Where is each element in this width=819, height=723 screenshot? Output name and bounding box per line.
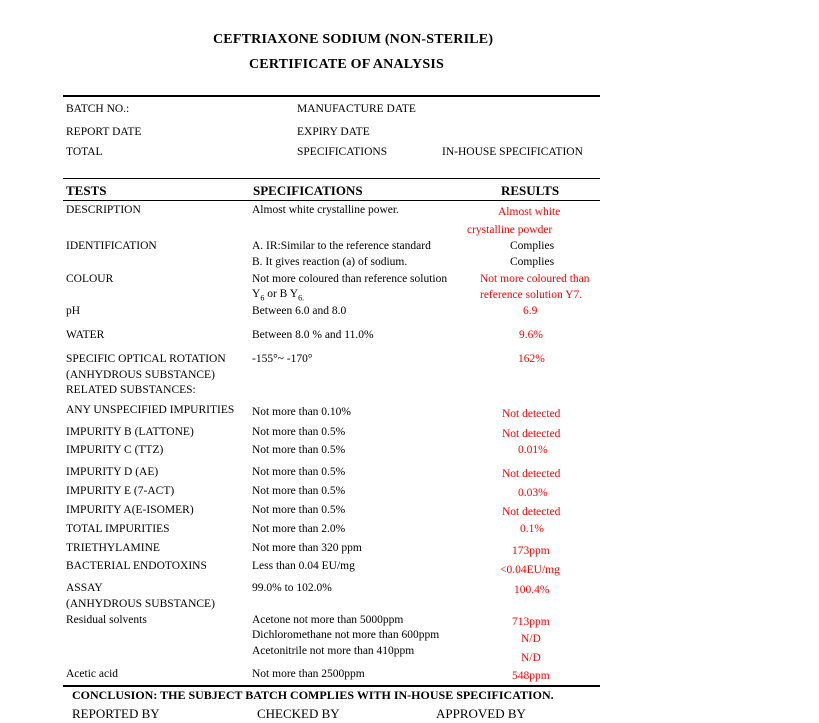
result-acetic-acid: 548ppm <box>512 670 550 682</box>
result-impurity-a: Not detected <box>502 506 561 518</box>
result-ph: 6.9 <box>523 305 538 317</box>
spec-unspecified-impurities: Not more than 0.10% <box>252 406 352 418</box>
spec-impurity-d: Not more than 0.5% <box>252 466 346 478</box>
in-house-specification-label: IN-HOUSE SPECIFICATION <box>442 146 583 158</box>
test-triethylamine: TRIETHYLAMINE <box>66 542 160 554</box>
test-impurity-d: IMPURITY D (AE) <box>66 466 159 478</box>
conclusion-text: CONCLUSION: THE SUBJECT BATCH COMPLIES WITH IN-HOUSE SPECIFICATION. <box>72 688 554 702</box>
reported-by-label: REPORTED BY <box>72 706 160 721</box>
divider-header-top <box>63 178 600 179</box>
checked-by-label: CHECKED BY <box>257 706 340 721</box>
result-total-impurities: 0.1% <box>520 523 544 535</box>
test-impurity-c: IMPURITY C (TTZ) <box>66 444 164 456</box>
test-colour: COLOUR <box>66 273 114 285</box>
result-assay: 100.4% <box>514 584 550 596</box>
test-total-impurities: TOTAL IMPURITIES <box>66 523 170 535</box>
result-description-line1: Almost white <box>498 206 561 218</box>
result-identification-b: Complies <box>510 256 555 268</box>
header-tests: TESTS <box>66 183 107 198</box>
result-impurity-e: 0.03% <box>518 487 548 499</box>
result-impurity-d: Not detected <box>502 468 561 480</box>
spec-water: Between 8.0 % and 11.0% <box>252 329 374 341</box>
spec-identification-b: B. It gives reaction (a) of sodium. <box>252 256 408 268</box>
test-optical-rotation-sub: (ANHYDROUS SUBSTANCE) <box>66 369 215 381</box>
test-assay: ASSAY <box>66 582 103 594</box>
test-assay-sub: (ANHYDROUS SUBSTANCE) <box>66 598 215 610</box>
result-unspecified-impurities: Not detected <box>502 408 561 420</box>
spec-impurity-b: Not more than 0.5% <box>252 426 346 438</box>
result-colour-line2: reference solution Y7. <box>480 289 583 301</box>
spec-triethylamine: Not more than 320 ppm <box>252 542 362 554</box>
document-title: CEFTRIAXONE SODIUM (NON-STERILE) <box>213 32 494 47</box>
test-unspecified-impurities: ANY UNSPECIFIED IMPURITIES <box>66 404 235 416</box>
test-impurity-e: IMPURITY E (7-ACT) <box>66 485 175 497</box>
divider-header-bottom <box>63 200 600 201</box>
specifications-label: SPECIFICATIONS <box>297 146 388 158</box>
result-residual-dichloromethane: N/D <box>521 633 541 645</box>
test-ph: pH <box>66 305 81 317</box>
manufacture-date-label: MANUFACTURE DATE <box>297 103 416 115</box>
result-optical-rotation: 162% <box>518 353 545 365</box>
result-residual-acetone: 713ppm <box>512 616 550 628</box>
result-identification-a: Complies <box>510 240 555 252</box>
spec-residual-acetonitrile: Acetonitrile not more than 410ppm <box>252 645 415 657</box>
spec-residual-acetone: Acetone not more than 5000ppm <box>252 614 404 626</box>
approved-by-label: APPROVED BY <box>436 706 526 721</box>
report-date-label: REPORT DATE <box>66 126 142 138</box>
result-description-line2: crystalline powder <box>467 224 553 236</box>
test-impurity-b: IMPURITY B (LATTONE) <box>66 426 194 438</box>
test-related-substances: RELATED SUBSTANCES: <box>66 384 196 396</box>
spec-identification-a: A. IR:Similar to the reference standard <box>252 240 431 252</box>
total-label: TOTAL <box>66 146 103 158</box>
spec-colour-line2: $Y_6$ or B $Y_{6.}$ <box>252 288 305 303</box>
result-residual-acetonitrile: N/D <box>521 652 541 664</box>
result-water: 9.6% <box>519 329 543 341</box>
expiry-date-label: EXPIRY DATE <box>297 126 370 138</box>
header-specifications: SPECIFICATIONS <box>253 183 363 198</box>
spec-optical-rotation: -155°~ -170° <box>252 353 313 365</box>
spec-impurity-c: Not more than 0.5% <box>252 444 346 456</box>
spec-bacterial-endotoxins: Less than 0.04 EU/mg <box>252 560 355 572</box>
spec-ph: Between 6.0 and 8.0 <box>252 305 347 317</box>
spec-acetic-acid: Not more than 2500ppm <box>252 668 365 680</box>
test-water: WATER <box>66 329 105 341</box>
spec-colour-line1: Not more coloured than reference solution <box>252 273 448 285</box>
spec-assay: 99.0% to 102.0% <box>252 582 332 594</box>
result-bacterial-endotoxins: <0.04EU/mg <box>500 564 560 576</box>
test-description: DESCRIPTION <box>66 204 141 216</box>
spec-description: Almost white crystalline power. <box>252 204 399 216</box>
test-optical-rotation: SPECIFIC OPTICAL ROTATION <box>66 353 226 365</box>
test-bacterial-endotoxins: BACTERIAL ENDOTOXINS <box>66 560 207 572</box>
divider-top <box>63 95 600 97</box>
spec-impurity-a: Not more than 0.5% <box>252 504 346 516</box>
test-residual-solvents: Residual solvents <box>66 614 147 626</box>
spec-impurity-e: Not more than 0.5% <box>252 485 346 497</box>
spec-total-impurities: Not more than 2.0% <box>252 523 346 535</box>
result-colour-line1: Not more coloured than <box>480 273 590 285</box>
test-identification: IDENTIFICATION <box>66 240 157 252</box>
result-impurity-b: Not detected <box>502 428 561 440</box>
result-triethylamine: 173ppm <box>512 545 550 557</box>
divider-bottom <box>63 685 600 687</box>
header-results: RESULTS <box>501 183 560 198</box>
test-acetic-acid: Acetic acid <box>66 668 119 680</box>
document-subtitle: CERTIFICATE OF ANALYSIS <box>249 57 444 72</box>
batch-no-label: BATCH NO.: <box>66 103 130 115</box>
test-impurity-a: IMPURITY A(E-ISOMER) <box>66 504 194 516</box>
result-impurity-c: 0.01% <box>518 444 548 456</box>
spec-residual-dichloromethane: Dichloromethane not more than 600ppm <box>252 629 440 641</box>
